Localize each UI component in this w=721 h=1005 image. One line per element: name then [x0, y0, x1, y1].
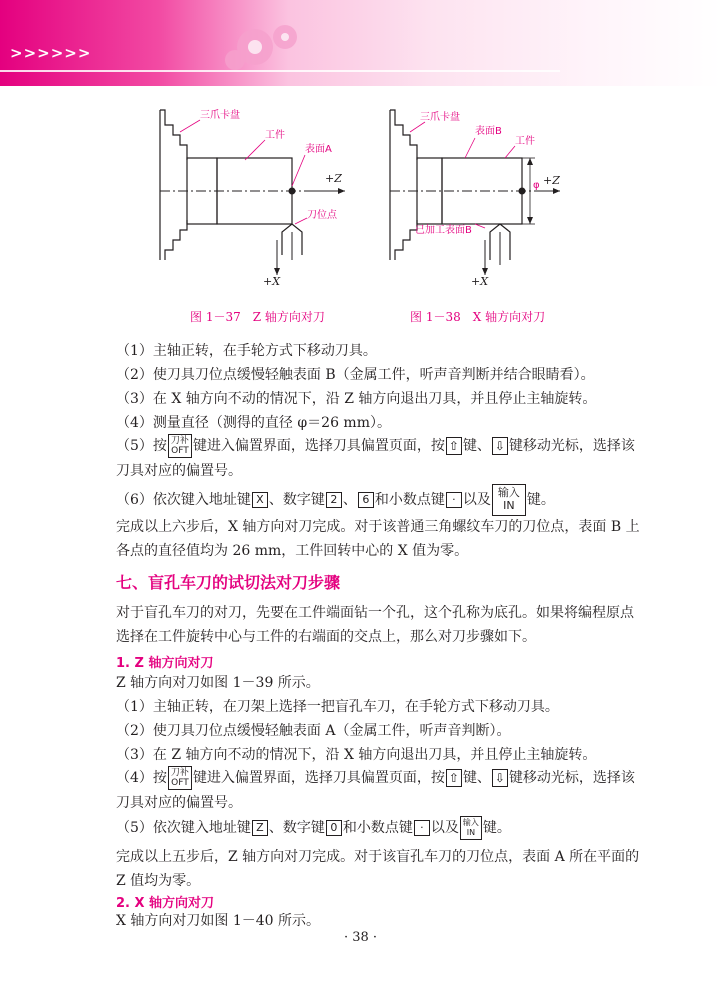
label-phi: φ [533, 180, 540, 191]
page-number: · 38 · [343, 930, 378, 945]
input-key: 输入 IN [460, 816, 482, 840]
z-lead: Z 轴方向对刀如图 1－39 所示。 [116, 675, 320, 691]
step-text: （4）按 [116, 770, 167, 786]
intro-text: 对于盲孔车刀的对刀，先要在工件端面钻一个孔，这个孔称为底孔。如果将编程原点 [116, 605, 634, 621]
step-text: 键进入偏置界面，选择刀具偏置页面，按 [192, 438, 445, 454]
step-text: 键、 [462, 438, 491, 454]
step-text: 以及 [430, 820, 459, 836]
label-plus-z: +Z [325, 172, 342, 185]
step-text: （6）依次键入地址键 [116, 492, 251, 508]
input-key: 输入 IN [492, 484, 526, 516]
label-machined-surface-b: 已加工表面B [415, 225, 472, 236]
step-text: （5）依次键入地址键 [116, 820, 251, 836]
digit-key-6: 6 [358, 492, 374, 508]
step-text: 、数字键 [268, 820, 325, 836]
step-text: （4）测量直径（测得的直径 φ＝26 mm）。 [116, 415, 391, 431]
cursor-down-key-icon: ⇩ [492, 769, 508, 787]
cursor-up-key-icon: ⇧ [446, 769, 462, 787]
summary-text: Z 值均为零。 [116, 873, 201, 889]
label-surface-a: 表面A [305, 144, 332, 155]
step-text: （1）主轴正转，在手轮方式下移动刀具。 [116, 343, 377, 359]
figure-x-axis-tool-setting [375, 100, 575, 290]
gears-icon [200, 12, 320, 82]
step-text: （3）在 X 轴方向不动的情况下，沿 Z 轴方向退出刀具，并且停止主轴旋转。 [116, 391, 597, 407]
intro-text: 选择在工件旋转中心与工件的右端面的交点上，那么对刀步骤如下。 [116, 629, 536, 645]
step-5-line [116, 434, 635, 458]
step-text: 键移动光标，选择该 [508, 438, 635, 454]
address-key-x: X [252, 492, 268, 508]
digit-key-2: 2 [326, 492, 342, 508]
figure-caption-1-37: 图 1－37 Z 轴方向对刀 [190, 310, 325, 324]
cursor-down-key-icon: ⇩ [492, 437, 508, 455]
x-subheading: 2. X 轴方向对刀 [116, 896, 215, 911]
label-surface-b: 表面B [475, 126, 502, 137]
step-text: 、 [342, 492, 357, 508]
header-chevrons: >>>>>> [10, 44, 92, 62]
z-step-4-line [116, 766, 635, 790]
step-text: 键进入偏置界面，选择刀具偏置页面，按 [192, 770, 445, 786]
step-text: 、数字键 [268, 492, 325, 508]
step-6-line [116, 484, 555, 516]
summary-text: 完成以上六步后，X 轴方向对刀完成。对于该普通三角螺纹车刀的刀位点，表面 B 上 [116, 519, 640, 535]
z-step-5-line [116, 816, 511, 840]
step-text: 键、 [462, 770, 491, 786]
step-text: 和小数点键 [342, 820, 413, 836]
step-text: 刀具对应的偏置号。 [116, 795, 242, 811]
figure-z-axis-tool-setting [145, 100, 375, 290]
offset-key: 刀补 OFT [168, 434, 192, 458]
step-text: （2）使刀具刀位点缓慢轻触表面 A（金属工件，听声音判断）。 [116, 723, 511, 739]
label-tool-point: 刀位点 [307, 210, 337, 221]
label-workpiece: 工件 [265, 130, 285, 141]
summary-text: 各点的直径值均为 26 mm，工件回转中心的 X 值为零。 [116, 543, 469, 559]
step-text: （2）使刀具刀位点缓慢轻触表面 B（金属工件，听声音判断并结合眼睛看）。 [116, 367, 595, 383]
label-plus-x: +X [263, 275, 281, 288]
step-text: 键。 [482, 820, 511, 836]
step-text: 以及 [462, 492, 491, 508]
figure-caption-1-38: 图 1－38 X 轴方向对刀 [410, 310, 546, 324]
step-text: （1）主轴正转，在刀架上选择一把盲孔车刀，在手轮方式下移动刀具。 [116, 699, 559, 715]
digit-key-0: 0 [326, 820, 342, 836]
address-key-z: Z [252, 820, 268, 836]
page-header [0, 0, 721, 86]
label-plus-x: +X [471, 275, 489, 288]
label-chuck: 三爪卡盘 [200, 110, 240, 121]
decimal-point-key: · [414, 820, 430, 836]
decimal-point-key: · [446, 492, 462, 508]
cursor-up-key-icon: ⇧ [446, 437, 462, 455]
label-workpiece: 工件 [515, 136, 535, 147]
step-text: 键移动光标，选择该 [508, 770, 635, 786]
step-text: 和小数点键 [374, 492, 445, 508]
summary-text: 完成以上五步后，Z 轴方向对刀完成。对于该盲孔车刀的刀位点，表面 A 所在平面的 [116, 849, 640, 865]
x-lead: X 轴方向对刀如图 1－40 所示。 [116, 913, 321, 929]
step-text: （3）在 Z 轴方向不动的情况下，沿 X 轴方向退出刀具，并且停止主轴旋转。 [116, 747, 597, 763]
step-text: 刀具对应的偏置号。 [116, 463, 242, 479]
section-heading: 七、盲孔车刀的试切法对刀步骤 [116, 573, 341, 592]
z-subheading: 1. Z 轴方向对刀 [116, 656, 214, 671]
step-text: 键。 [526, 492, 555, 508]
label-plus-z: +Z [543, 174, 560, 187]
step-text: （5）按 [116, 438, 167, 454]
offset-key: 刀补 OFT [168, 766, 192, 790]
label-chuck: 三爪卡盘 [420, 112, 460, 123]
